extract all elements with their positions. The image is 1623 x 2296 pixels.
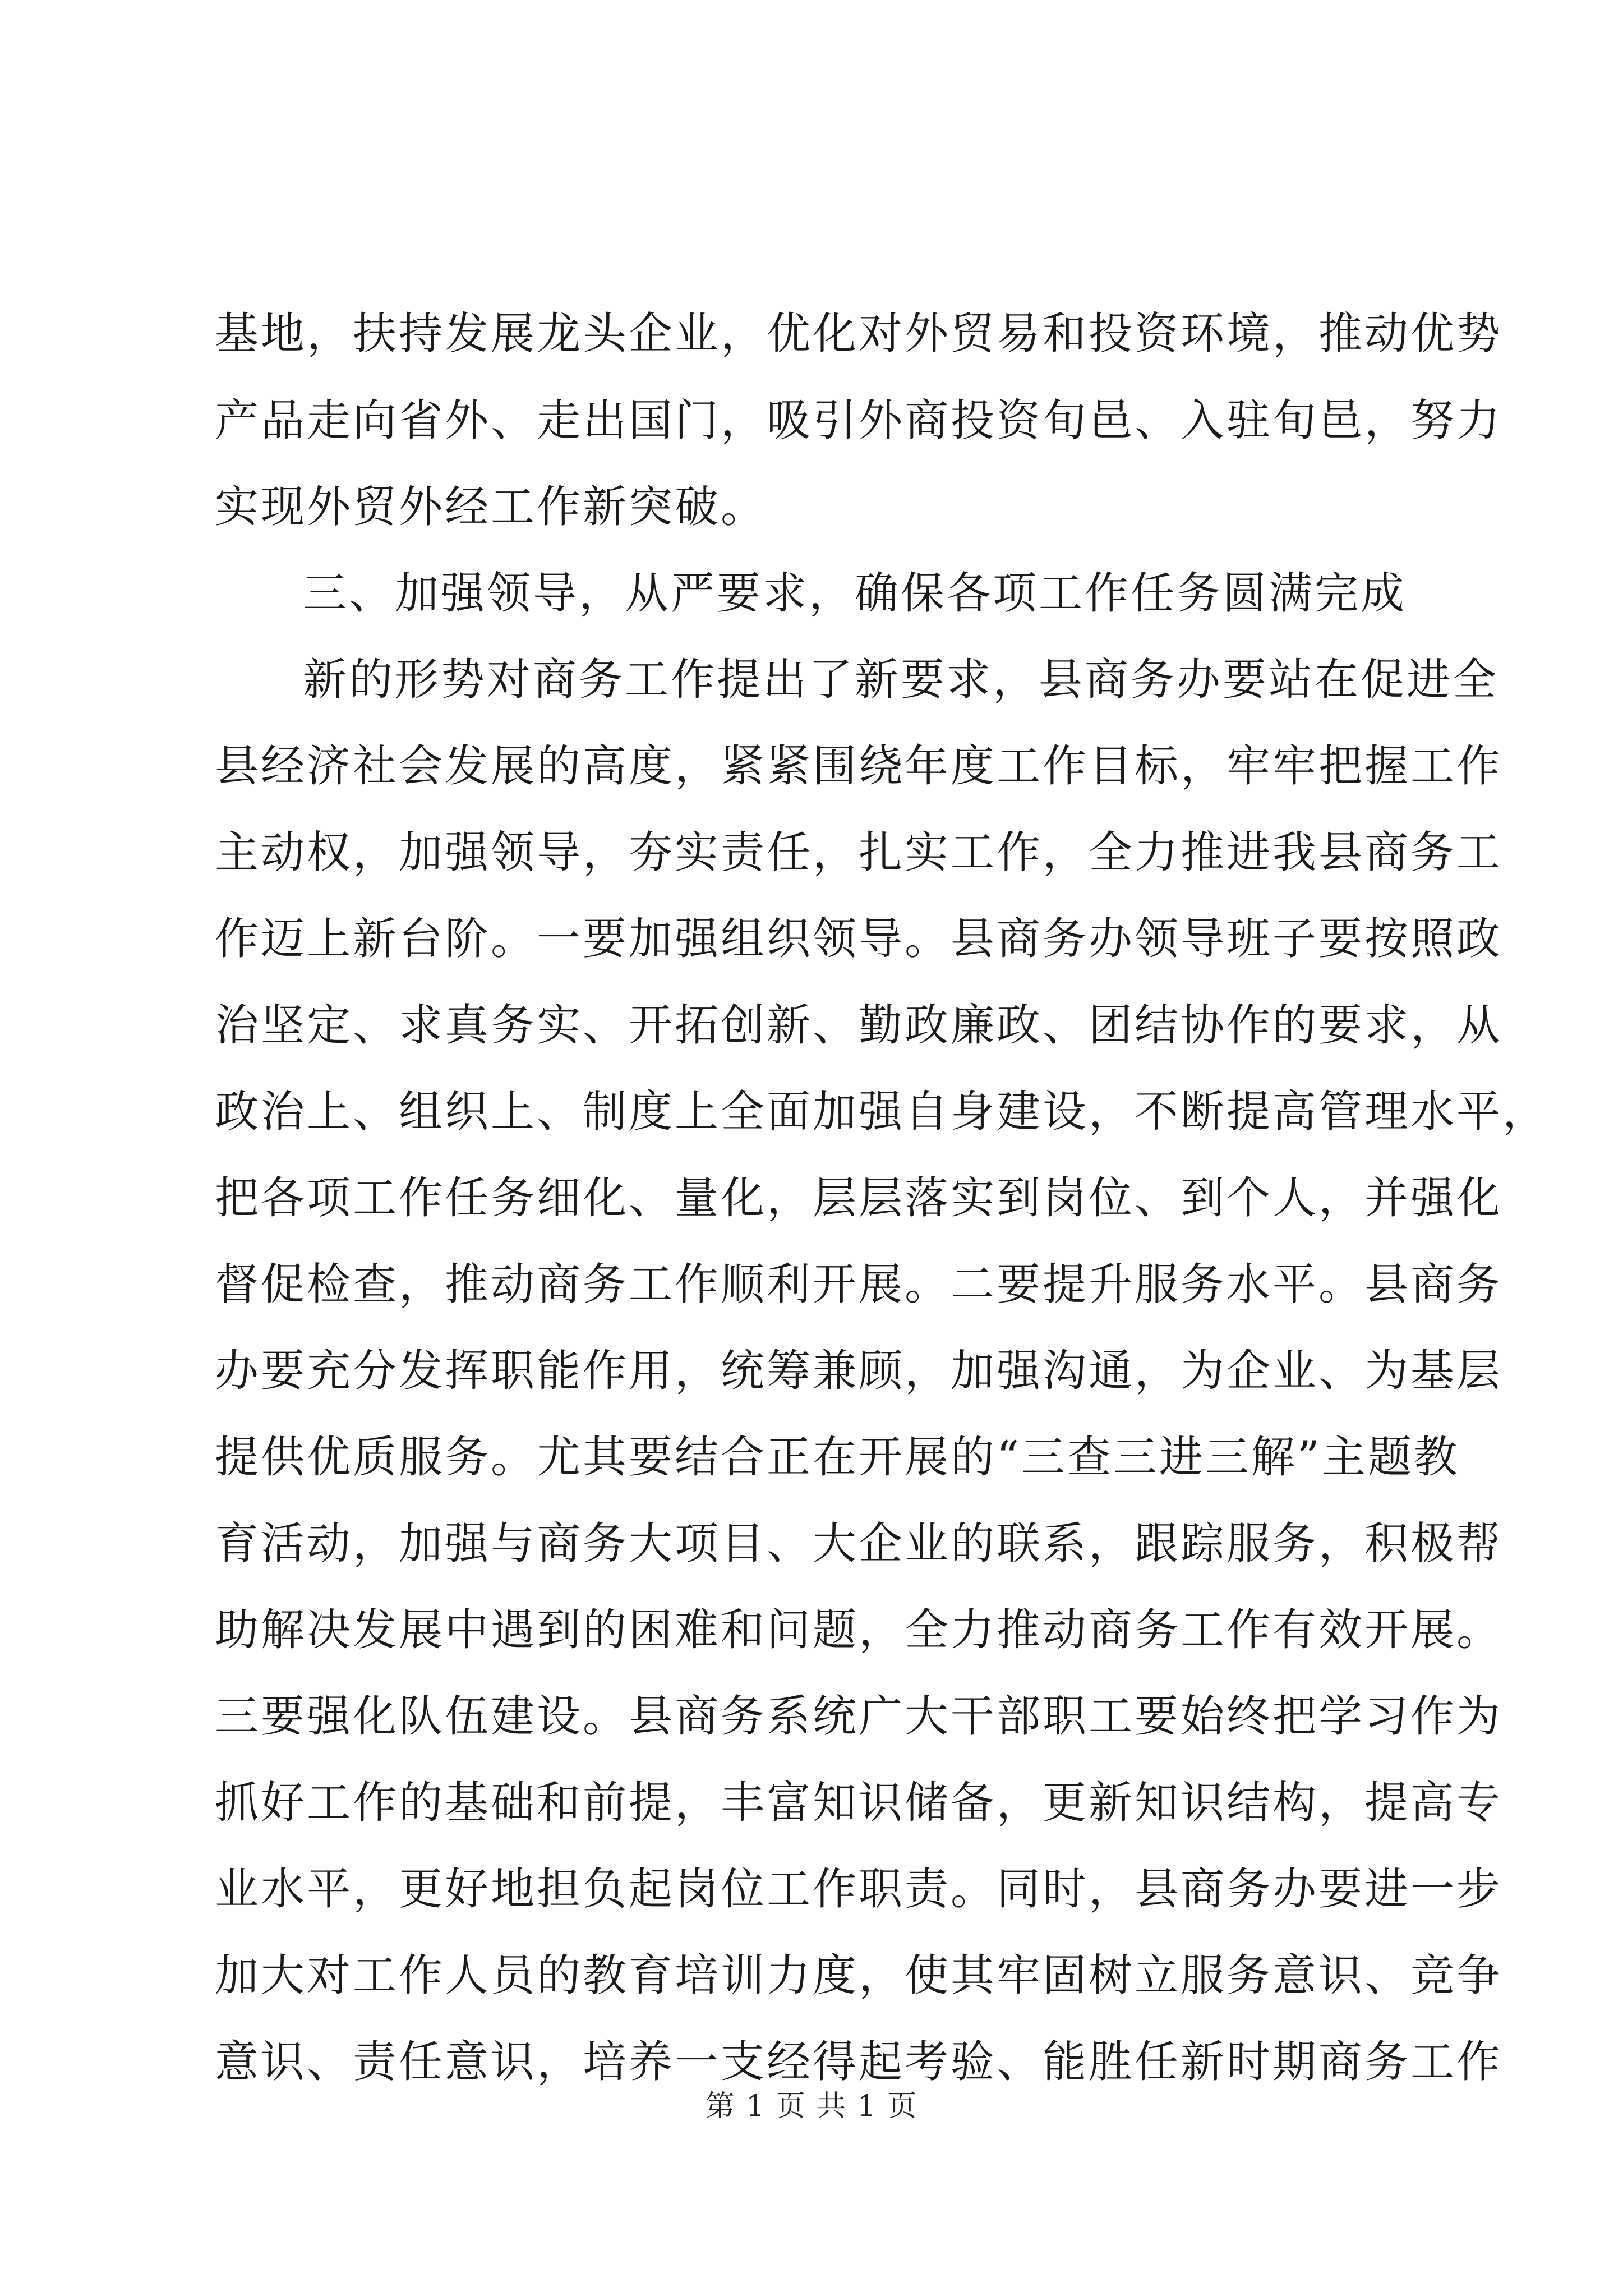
section-heading: 三、加强领导，从严要求，确保各项工作任务圆满完成	[303, 568, 1407, 619]
text-line: 实现外贸外经工作新突破。	[215, 482, 767, 532]
paragraph-line: 提供优质服务。尤其要结合正在开展的“三查三进三解”主题教	[215, 1432, 1460, 1483]
paragraph-line: 治坚定、求真务实、开拓创新、勤政廉政、团结协作的要求，从	[215, 1000, 1503, 1051]
paragraph-line: 政治上、组织上、制度上全面加强自身建设，不断提高管理水平，	[215, 1087, 1549, 1137]
text-line: 基地，扶持发展龙头企业，优化对外贸易和投资环境，推动优势	[215, 309, 1503, 359]
paragraph-line: 业水平，更好地担负起岗位工作职责。同时，县商务办要进一步	[215, 1864, 1503, 1915]
paragraph-line: 督促检查，推动商务工作顺利开展。二要提升服务水平。县商务	[215, 1259, 1503, 1310]
paragraph-line: 育活动，加强与商务大项目、大企业的联系，跟踪服务，积极帮	[215, 1519, 1503, 1569]
paragraph-line: 抓好工作的基础和前提，丰富知识储备，更新知识结构，提高专	[215, 1778, 1503, 1828]
paragraph-line: 县经济社会发展的高度，紧紧围绕年度工作目标，牢牢把握工作	[215, 741, 1503, 792]
paragraph-line: 三要强化队伍建设。县商务系统广大干部职工要始终把学习作为	[215, 1691, 1503, 1742]
paragraph-line: 加大对工作人员的教育培训力度，使其牢固树立服务意识、竞争	[215, 1950, 1503, 2001]
paragraph-line: 新的形势对商务工作提出了新要求，县商务办要站在促进全	[303, 655, 1499, 705]
paragraph-line: 办要充分发挥职能作用，统筹兼顾，加强沟通，为企业、为基层	[215, 1346, 1503, 1396]
page-footer: 第 1 页 共 1 页	[705, 2090, 918, 2123]
paragraph-line: 助解决发展中遇到的困难和问题，全力推动商务工作有效开展。	[215, 1605, 1503, 1655]
paragraph-line: 把各项工作任务细化、量化，层层落实到岗位、到个人，并强化	[215, 1173, 1503, 1223]
paragraph-line: 意识、责任意识，培养一支经得起考验、能胜任新时期商务工作	[215, 2037, 1503, 2087]
text-line: 产品走向省外、走出国门，吸引外商投资旬邑、入驻旬邑，努力	[215, 395, 1503, 446]
paragraph-line: 作迈上新台阶。一要加强组织领导。县商务办领导班子要按照政	[215, 914, 1503, 964]
paragraph-line: 主动权，加强领导，夯实责任，扎实工作，全力推进我县商务工	[215, 827, 1503, 878]
